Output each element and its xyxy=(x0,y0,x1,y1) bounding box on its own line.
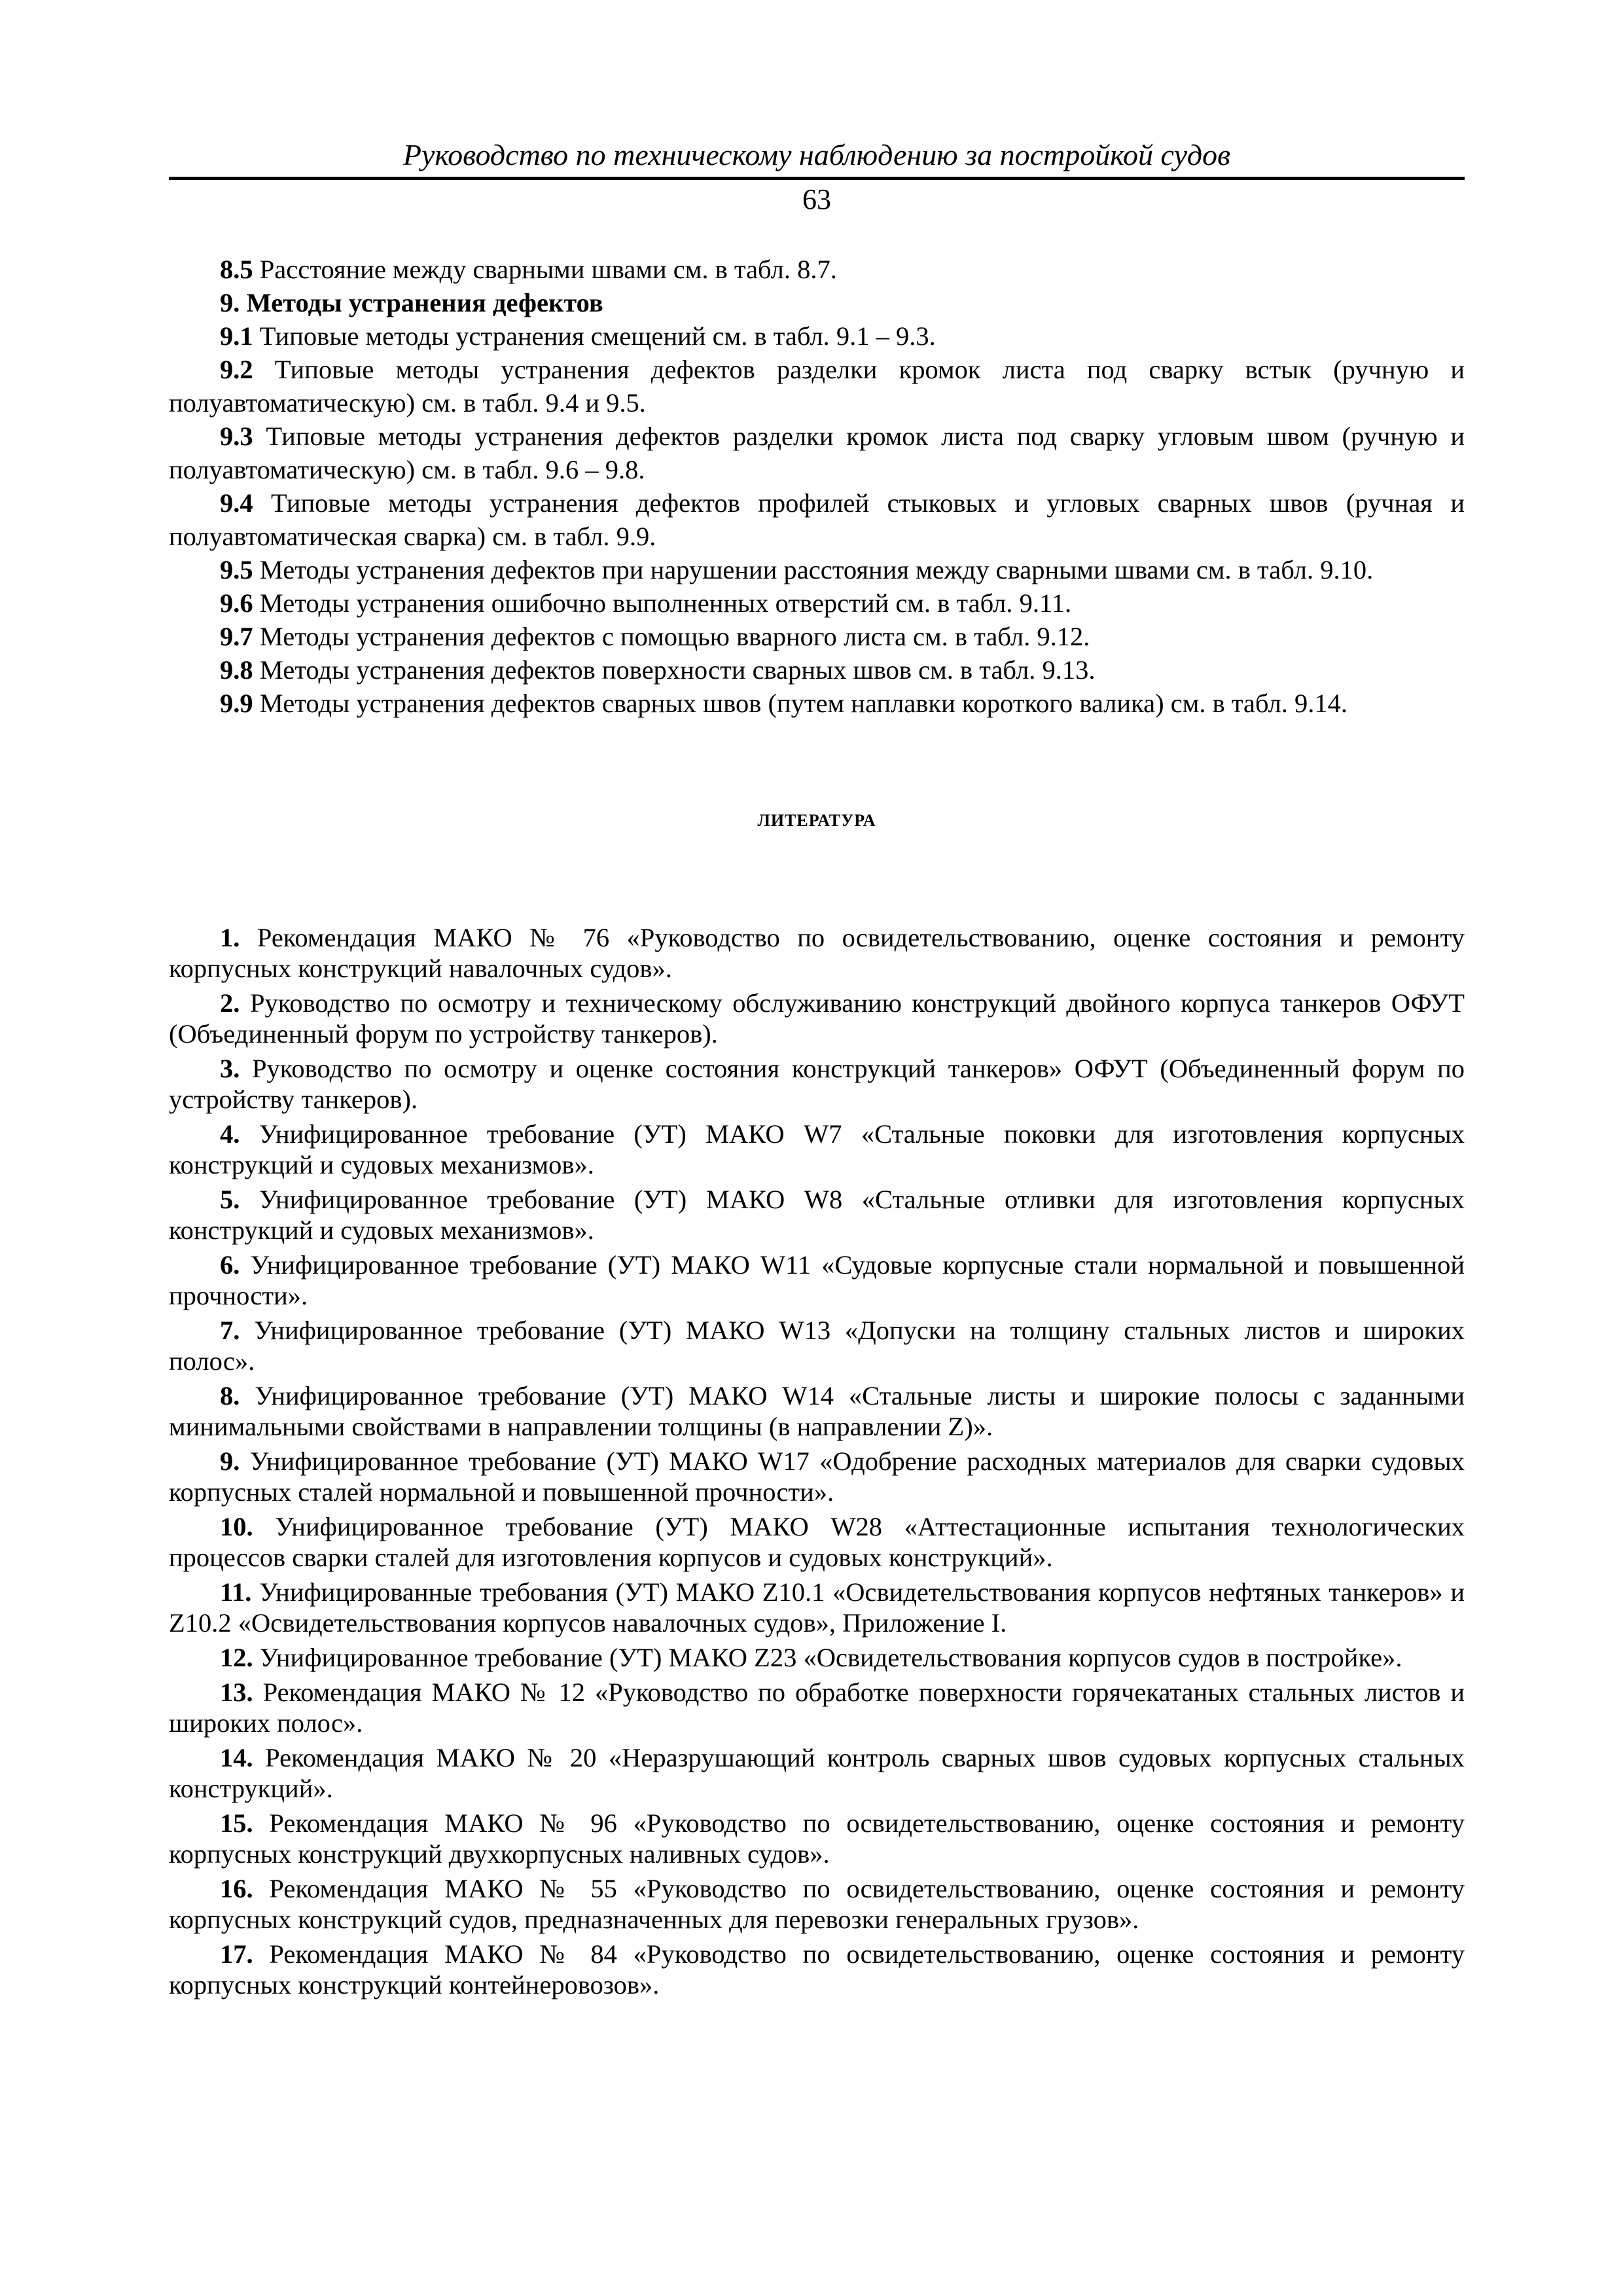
paragraph-9-9 xyxy=(169,687,1465,720)
literature-item-text: Унифицированное требование (УТ) МАКО W17 «Одобрение расходных материалов для сварки судовых корпусных сталей нормальной и повышенной прочности». xyxy=(169,1446,1465,1507)
literature-item-text: Рекомендация МАКО № 76 «Руководство по освидетельствованию, оценке состояния и ремонту корпусных конструкций навалочных судов». xyxy=(169,923,1465,983)
literature-item-number: 6. xyxy=(220,1250,240,1280)
section-heading-9: 9. Методы устранения дефектов xyxy=(220,288,603,317)
literature-item-text: Унифицированное требование (УТ) МАКО W11 «Судовые корпусные стали нормальной и повышенной прочности». xyxy=(169,1250,1465,1310)
paragraph-9-4 xyxy=(169,486,1465,553)
paragraph-number: 9.5 xyxy=(220,555,253,584)
literature-item xyxy=(169,1249,1465,1311)
paragraph-number: 9.2 xyxy=(220,355,253,384)
literature-item-number: 15. xyxy=(220,1808,253,1838)
header-rule xyxy=(169,177,1465,180)
paragraph-text: Методы устранения дефектов с помощью вварного листа см. в табл. 9.12. xyxy=(259,622,1090,651)
paragraph-number: 9.6 xyxy=(220,588,253,618)
page-body xyxy=(169,253,1465,2004)
literature-item-number: 11. xyxy=(220,1577,252,1607)
paragraph-number: 8.5 xyxy=(220,255,253,284)
literature-item-text: Рекомендация МАКО № 96 «Руководство по освидетельствованию, оценке состояния и ремонту корпусных конструкций двухкорпусных наливных судов». xyxy=(169,1808,1465,1869)
literature-item-text: Руководство по осмотру и оценке состояния конструкций танкеров» ОФУТ (Объединенный форум по устройству танкеров). xyxy=(169,1054,1465,1114)
literature-item xyxy=(169,1642,1465,1673)
literature-item xyxy=(169,1119,1465,1180)
paragraph-text: Типовые методы устранения смещений см. в табл. 9.1 – 9.3. xyxy=(259,321,936,351)
literature-item-text: Унифицированное требование (УТ) МАКО W13 «Допуски на толщину стальных листов и широких полос». xyxy=(169,1316,1465,1376)
literature-item xyxy=(169,1742,1465,1804)
paragraph-number: 9.7 xyxy=(220,622,253,651)
paragraph-9-3 xyxy=(169,420,1465,486)
paragraph-text: Методы устранения дефектов сварных швов (путем наплавки короткого валика) см. в табл. 9.14. xyxy=(259,689,1348,718)
paragraph-text: Методы устранения дефектов при нарушении расстояния между сварными швами см. в табл. 9.10. xyxy=(259,555,1374,584)
literature-item-text: Рекомендация МАКО № 84 «Руководство по освидетельствованию, оценке состояния и ремонту корпусных конструкций контейнеровозов». xyxy=(169,1939,1465,2000)
literature-item xyxy=(169,1873,1465,1935)
literature-item-number: 4. xyxy=(220,1119,240,1149)
literature-item-number: 17. xyxy=(220,1939,253,1969)
paragraph-text: Расстояние между сварными швами см. в табл. 8.7. xyxy=(259,255,837,284)
literature-item xyxy=(169,1511,1465,1573)
literature-item xyxy=(169,1446,1465,1507)
literature-item-number: 16. xyxy=(220,1874,253,1903)
literature-item-text: Унифицированное требование (УТ) МАКО W7 «Стальные поковки для изготовления корпусных конструкций и судовых механизмов». xyxy=(169,1119,1465,1179)
paragraph-8-5 xyxy=(169,253,1465,286)
paragraph-9-8 xyxy=(169,653,1465,687)
literature-item-number: 2. xyxy=(220,988,240,1018)
literature-item-number: 1. xyxy=(220,923,240,952)
paragraph-text: Типовые методы устранения дефектов разделки кромок листа под сварку встык (ручную и полуавтоматическую) см. в табл. 9.4 и 9.5. xyxy=(169,355,1465,418)
paragraph-number: 9.4 xyxy=(220,488,253,518)
paragraph-number: 9.3 xyxy=(220,422,253,451)
paragraph-text: Типовые методы устранения дефектов разделки кромок листа под сварку угловым швом (ручную и полуавтоматическую) см. в табл. 9.6 – 9.8. xyxy=(169,422,1465,484)
paragraph-9-7 xyxy=(169,620,1465,653)
literature-item xyxy=(169,1380,1465,1442)
literature-item-number: 5. xyxy=(220,1185,240,1214)
literature-item-number: 9. xyxy=(220,1446,240,1476)
literature-item-text: Унифицированное требование (УТ) МАКО W14 «Стальные листы и широкие полосы с заданными минимальными свойствами в направлении толщины (в направлении Z)». xyxy=(169,1381,1465,1441)
paragraph-text: Методы устранения дефектов поверхности сварных швов см. в табл. 9.13. xyxy=(259,655,1096,685)
literature-item-number: 13. xyxy=(220,1677,253,1707)
literature-item-text: Руководство по осмотру и техническому обслуживанию конструкций двойного корпуса танкеров ОФУТ (Объединенный форум по устройству танкеров). xyxy=(169,988,1465,1049)
literature-item-number: 10. xyxy=(220,1512,253,1541)
paragraph-9-6 xyxy=(169,586,1465,620)
paragraph-number: 9.1 xyxy=(220,321,253,351)
literature-item-text: Рекомендация МАКО № 12 «Руководство по обработке поверхности горячекатаных стальных листов и широких полос». xyxy=(169,1677,1465,1738)
paragraph-number: 9.8 xyxy=(220,655,253,685)
literature-item-number: 12. xyxy=(220,1643,253,1672)
literature-item-text: Унифицированное требование (УТ) МАКО W28 «Аттестационные испытания технологических процессов сварки сталей для изготовления корпусов и судовых конструкций». xyxy=(169,1512,1465,1572)
literature-item xyxy=(169,1939,1465,2000)
paragraph-9-1 xyxy=(169,319,1465,353)
literature-item-number: 8. xyxy=(220,1381,240,1410)
literature-item xyxy=(169,988,1465,1049)
paragraph-9-2 xyxy=(169,353,1465,420)
literature-item xyxy=(169,1677,1465,1738)
literature-item-text: Рекомендация МАКО № 55 «Руководство по освидетельствованию, оценке состояния и ремонту корпусных конструкций судов, предназначенных для перевозки генеральных грузов». xyxy=(169,1874,1465,1934)
literature-item xyxy=(169,922,1465,984)
literature-item-text: Унифицированное требование (УТ) МАКО Z23 «Освидетельствования корпусов судов в постройке». xyxy=(259,1643,1402,1672)
literature-item-text: Рекомендация МАКО № 20 «Неразрушающий контроль сварных швов судовых корпусных стальных конструкций». xyxy=(169,1743,1465,1803)
paragraph-text: Типовые методы устранения дефектов профилей стыковых и угловых сварных швов (ручная и полуавтоматическая сварка) см. в табл. 9.9. xyxy=(169,488,1465,551)
page-number: 63 xyxy=(802,183,831,215)
literature-item xyxy=(169,1808,1465,1869)
paragraph-number: 9.9 xyxy=(220,689,253,718)
literature-item-number: 3. xyxy=(220,1054,240,1083)
paragraph-text: Методы устранения ошибочно выполненных отверстий см. в табл. 9.11. xyxy=(259,588,1072,618)
literature-item-number: 7. xyxy=(220,1316,240,1345)
literature-item xyxy=(169,1315,1465,1376)
literature-heading: ЛИТЕРАТУРА xyxy=(757,811,876,830)
literature-item xyxy=(169,1577,1465,1638)
literature-item xyxy=(169,1053,1465,1115)
literature-item-text: Унифицированные требования (УТ) МАКО Z10.1 «Освидетельствования корпусов нефтяных танкеров» и Z10.2 «Освидетельствования корпусов навалочных судов», Приложение I. xyxy=(169,1577,1465,1638)
literature-list xyxy=(169,922,1465,2000)
running-header: Руководство по техническому наблюдению за постройкой судов xyxy=(402,138,1231,171)
literature-item-text: Унифицированное требование (УТ) МАКО W8 «Стальные отливки для изготовления корпусных конструкций и судовых механизмов». xyxy=(169,1185,1465,1245)
literature-item-number: 14. xyxy=(220,1743,253,1772)
literature-item xyxy=(169,1184,1465,1246)
paragraph-9-5 xyxy=(169,553,1465,586)
